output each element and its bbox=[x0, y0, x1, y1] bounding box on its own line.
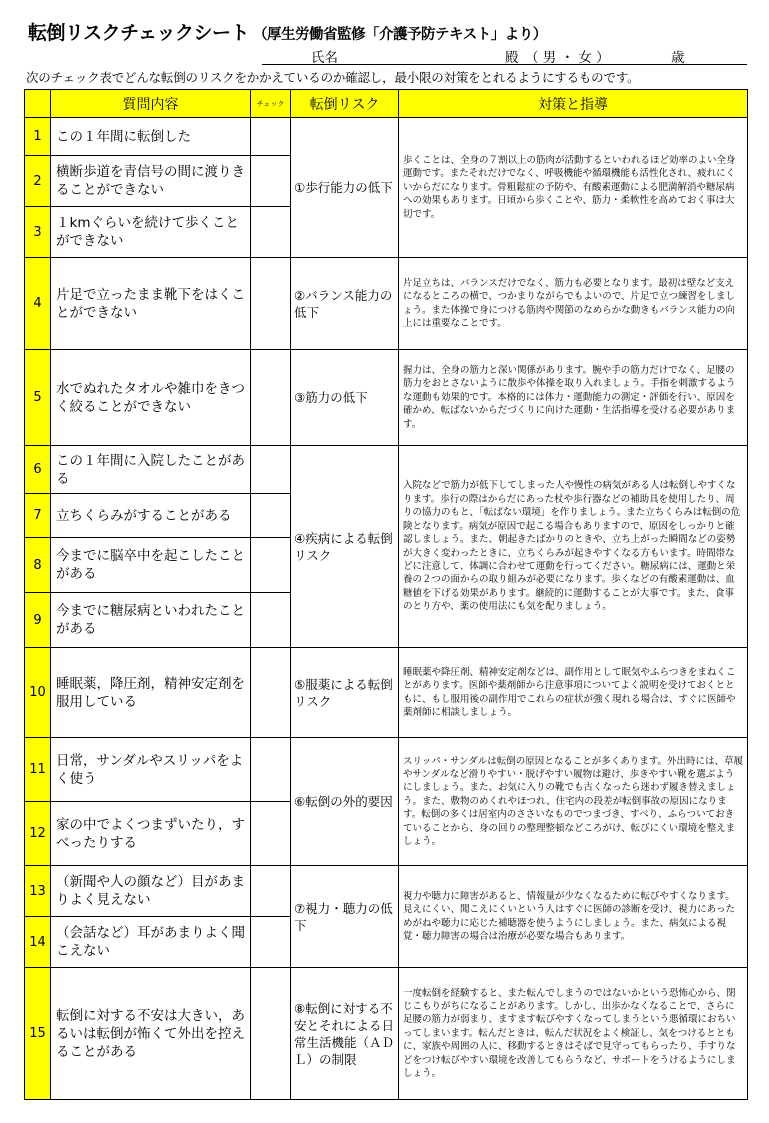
honorific: 殿 bbox=[505, 50, 519, 66]
question-number: 9 bbox=[25, 593, 51, 648]
advice-text: 歩くことは、全身の７割以上の筋肉が活動するといわれるほど効率のよい全身運動です。またそれだけでなく、呼吸機能や循環機能も活性化され、疲れにくいからだになります。骨粗鬆症の予防や、有酸素運動による肥満解消や糖尿病への効果もあります。日頃から歩くことや、筋力・柔軟性を高めておく事は大切です。 bbox=[399, 118, 748, 258]
check-box[interactable] bbox=[251, 118, 291, 156]
question-number: 12 bbox=[25, 802, 51, 866]
question-text: 今までに糖尿病といわれたことがある bbox=[51, 593, 251, 648]
risk-label: ⑥転倒の外的要因 bbox=[291, 738, 399, 866]
question-text: この１年間に転倒した bbox=[51, 118, 251, 156]
header-question: 質問内容 bbox=[51, 90, 251, 118]
question-text: 片足で立ったまま靴下をはくことができない bbox=[51, 258, 251, 350]
header-number bbox=[25, 90, 51, 118]
check-box[interactable] bbox=[251, 802, 291, 866]
check-box[interactable] bbox=[251, 207, 291, 258]
check-box[interactable] bbox=[251, 738, 291, 802]
question-number: 8 bbox=[25, 538, 51, 593]
question-number: 7 bbox=[25, 494, 51, 538]
check-box[interactable] bbox=[251, 494, 291, 538]
risk-label: ⑧転倒に対する不安とそれによる日常生活機能（ＡＤＬ）の制限 bbox=[291, 968, 399, 1100]
question-number: 15 bbox=[25, 968, 51, 1100]
question-number: 14 bbox=[25, 917, 51, 968]
question-number: 4 bbox=[25, 258, 51, 350]
question-number: 10 bbox=[25, 648, 51, 738]
header-advice: 対策と指導 bbox=[399, 90, 748, 118]
question-text: 横断歩道を青信号の間に渡りきることができない bbox=[51, 156, 251, 207]
check-box[interactable] bbox=[251, 866, 291, 917]
question-text: 日常，サンダルやスリッパをよく使う bbox=[51, 738, 251, 802]
advice-text: スリッパ・サンダルは転倒の原因となることが多くあります。外出時には、草履やサンダルなど滑りやすい・脱げやすい履物は避け、歩きやすい靴を選ぶようにしましょう。また、お気に入りの靴でも古くなったら迷わず履き替えましょう。また、敷物のめくれやほつれ、住宅内の段差が転倒事故の原因になります。転倒の多くは居室内のささいなものでつまづき、すべり、ふらついておきていることから、身の回りの整理整頓などころがけ、転びにくい環境を整えましょう。 bbox=[399, 738, 748, 866]
question-number: 2 bbox=[25, 156, 51, 207]
question-number: 5 bbox=[25, 350, 51, 446]
question-text: 転倒に対する不安は大きい，あるいは転倒が怖くて外出を控えることがある bbox=[51, 968, 251, 1100]
question-number: 6 bbox=[25, 446, 51, 494]
check-box[interactable] bbox=[251, 156, 291, 207]
advice-text: 一度転倒を経験すると、また転んでしまうのではないかという恐怖心から、閉じこもりがちになることがあります。しかし、出歩かなくなることで、さらに足腰の筋力が弱まり、ますます転びやすくなってしまうという悪循環におちいってしまいます。転んだときは、転んだ状況をよく検証し、気をつけるとともに、家族や周囲の人に、移動するときはそばで見守ってもらったり、手すりなどをつけ転びやすい環境を改善してもらうなど、サポートをうけるようにしましょう。 bbox=[399, 968, 748, 1100]
risk-label: ②バランス能力の低下 bbox=[291, 258, 399, 350]
advice-text: 視力や聴力に障害があると、情報量が少なくなるために転びやすくなります。見えにくい、聞こえにくいという人はすぐに医師の診断を受け、視力にあっためがねや聴力に応じた補聴器を使うようにしましょう。また、病気による視覚・聴力障害の場合は治療が必要な場合もあります。 bbox=[399, 866, 748, 968]
risk-label: ④疾病による転倒リスク bbox=[291, 446, 399, 648]
check-box[interactable] bbox=[251, 350, 291, 446]
question-number: 13 bbox=[25, 866, 51, 917]
risk-label: ⑦視力・聴力の低下 bbox=[291, 866, 399, 968]
risk-label: ⑤服薬による転倒リスク bbox=[291, 648, 399, 738]
question-number: 1 bbox=[25, 118, 51, 156]
header-check: チェック bbox=[251, 90, 291, 118]
risk-check-table bbox=[24, 89, 748, 1100]
header-risk: 転倒リスク bbox=[291, 90, 399, 118]
title-source: （厚生労働省監修「介護予防テキスト」より） bbox=[253, 27, 547, 43]
page-title bbox=[28, 18, 547, 45]
risk-label: ③筋力の低下 bbox=[291, 350, 399, 446]
advice-text: 睡眠薬や降圧剤、精神安定剤などは、副作用として眠気やふらつきをまねくことがあります。医師や薬剤師から注意事項についてよく説明を受けておくとともに、もし服用後の副作用でこれらの症状が強く現れる場合は、すぐに医師や薬剤師に相談しましょう。 bbox=[399, 648, 748, 738]
question-text: 睡眠薬，降圧剤，精神安定剤を服用している bbox=[51, 648, 251, 738]
advice-text: 片足立ちは、バランスだけでなく、筋力も必要となります。最初は壁など支えになるところの横で、つかまりながらでもよいので、片足で立つ練習をしましょう。また体操で身につける筋肉や関節のなめらかな動きもバランス能力の向上には重要なことです。 bbox=[399, 258, 748, 350]
check-box[interactable] bbox=[251, 648, 291, 738]
check-box[interactable] bbox=[251, 446, 291, 494]
question-text: （会話など）耳があまりよく聞こえない bbox=[51, 917, 251, 968]
check-box[interactable] bbox=[251, 917, 291, 968]
check-box[interactable] bbox=[251, 968, 291, 1100]
name-field[interactable] bbox=[262, 46, 747, 65]
question-text: １kmぐらいを続けて歩くことができない bbox=[51, 207, 251, 258]
name-label: 氏名 bbox=[311, 50, 338, 66]
title-main: 転倒リスクチェックシート bbox=[28, 22, 250, 44]
check-box[interactable] bbox=[251, 593, 291, 648]
question-text: この１年間に入院したことがある bbox=[51, 446, 251, 494]
advice-text: 入院などで筋力が低下してしまった人や慢性の病気がある人は転倒しやすくなります。歩行の際はからだにあった杖や歩行器などの補助具を使用したり、周りの協力のもと、「転ばない環境」を作りましょう。また立ちくらみは転倒の危険となります。病気が原因で起こる場合もありますので、原因をしっかりと確認しましょう。また、朝起きたばかりのときや、立ち上がった瞬間などの姿勢が大きく変わったときに、立ちくらみが起きやすくなる方もいます。時間帯などに注意して、体調に合わせて運動を行ってください。糖尿病には、運動と栄養の２つの面からの取り組みが必要になります。歩くなどの有酸素運動は、血糖値を下げる効果があります。継続的に運動することが大事です。また、食事のとり方や、薬の使用法にも気を配りましょう。 bbox=[399, 446, 748, 648]
risk-label: ①歩行能力の低下 bbox=[291, 118, 399, 258]
question-text: 今までに脳卒中を起こしたことがある bbox=[51, 538, 251, 593]
question-number: 3 bbox=[25, 207, 51, 258]
question-text: （新聞や人の顔など）目があまりよく見えない bbox=[51, 866, 251, 917]
check-box[interactable] bbox=[251, 258, 291, 350]
intro-text: 次のチェック表でどんな転倒のリスクをかかえているのか確認し，最小限の対策をとれるようにするものです。 bbox=[26, 70, 640, 85]
question-text: 水でぬれたタオルや雑巾をきつく絞ることができない bbox=[51, 350, 251, 446]
age-label: 歳 bbox=[671, 50, 685, 66]
advice-text: 握力は、全身の筋力と深い関係があります。腕や手の筋力だけでなく、足腰の筋力をおとさないように散歩や体操を取り入れましょう。手指を刺激するような運動も効果的です。本格的には体力・運動能力の測定・評価を行い、原因を確かめ、転ばないからだづくりに向けた運動・生活指導を受ける必要があります。 bbox=[399, 350, 748, 446]
question-number: 11 bbox=[25, 738, 51, 802]
sex-choice[interactable]: （ 男 ・ 女 ） bbox=[525, 50, 610, 66]
check-box[interactable] bbox=[251, 538, 291, 593]
question-text: 立ちくらみがすることがある bbox=[51, 494, 251, 538]
question-text: 家の中でよくつまずいたり，すべったりする bbox=[51, 802, 251, 866]
